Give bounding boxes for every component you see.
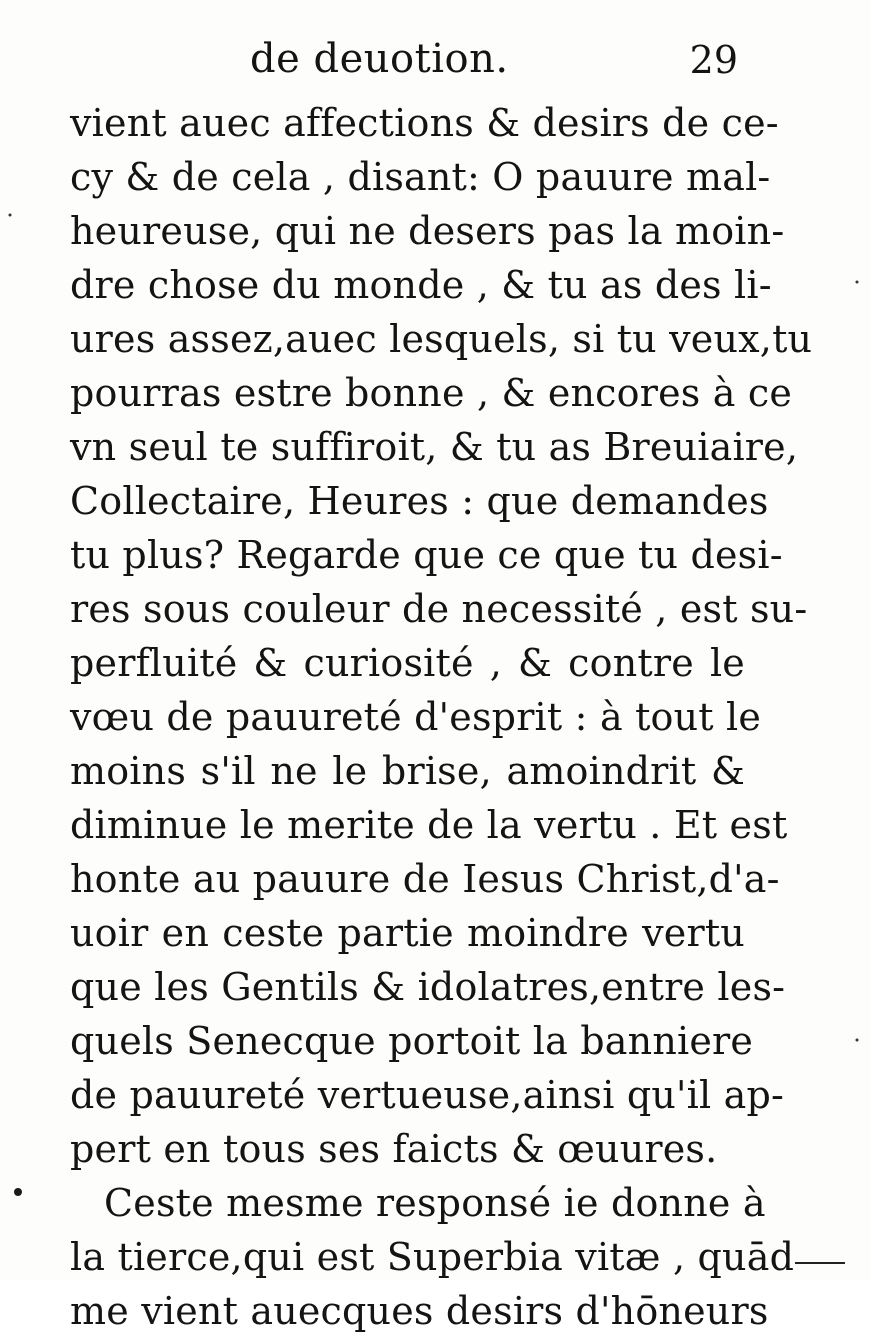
text-line: heureuse, qui ne desers pas la moin- bbox=[70, 209, 785, 253]
text-line: Ceste mesme responsé ie donne à bbox=[104, 1181, 766, 1225]
text-line: perfluité & curiosité , & contre le bbox=[70, 641, 745, 685]
text-line: Collectaire, Heures : que demandes bbox=[70, 479, 769, 523]
ink-speck bbox=[856, 1039, 859, 1042]
text-line: la tierce,qui est Superbia vitæ , quād bbox=[70, 1235, 795, 1279]
text-line: diminue le merite de la vertu . Et est bbox=[70, 803, 788, 847]
text-line: cy & de cela , disant: O pauure mal- bbox=[70, 155, 771, 199]
text-line: que les Gentils & idolatres,entre les- bbox=[70, 965, 786, 1009]
text-line: tu plus? Regarde que ce que tu desi- bbox=[70, 533, 783, 577]
text-line: res sous couleur de necessité , est su- bbox=[70, 587, 808, 631]
text-line: uoir en ceste partie moindre vertu bbox=[70, 911, 745, 955]
paragraph-2 bbox=[70, 1176, 795, 1338]
page-number: 29 bbox=[689, 38, 738, 82]
text-line: ures assez,auec lesquels, si tu veux,tu bbox=[70, 317, 813, 361]
ink-speck bbox=[9, 214, 12, 217]
text-line: moins s'il ne le brise, amoindrit & bbox=[70, 749, 745, 793]
text-line: me vient auecques desirs d'hōneurs bbox=[70, 1289, 769, 1333]
ink-speck bbox=[856, 281, 859, 284]
body-text bbox=[70, 96, 813, 1338]
text-line: de pauureté vertueuse,ainsi qu'il ap- bbox=[70, 1073, 785, 1117]
text-line: vient auec affections & desirs de ce- bbox=[70, 101, 779, 145]
text-line: pourras estre bonne , & encores à ce bbox=[70, 371, 793, 415]
paragraph-1 bbox=[70, 96, 813, 1176]
text-line: quels Senecque portoit la banniere bbox=[70, 1019, 754, 1063]
edge-mark bbox=[795, 1262, 845, 1264]
text-line: dre chose du monde , & tu as des li- bbox=[70, 263, 772, 307]
text-line: vœu de pauureté d'esprit : à tout le bbox=[70, 695, 762, 739]
text-line: honte au pauure de Iesus Christ,d'a- bbox=[70, 857, 780, 901]
running-title: de deuotion. bbox=[250, 36, 509, 82]
text-line: vn seul te suffiroit, & tu as Breuiaire, bbox=[70, 425, 799, 469]
ink-speck bbox=[14, 1188, 22, 1196]
text-line: pert en tous ses faicts & œuures. bbox=[70, 1127, 718, 1171]
running-head bbox=[60, 36, 750, 96]
